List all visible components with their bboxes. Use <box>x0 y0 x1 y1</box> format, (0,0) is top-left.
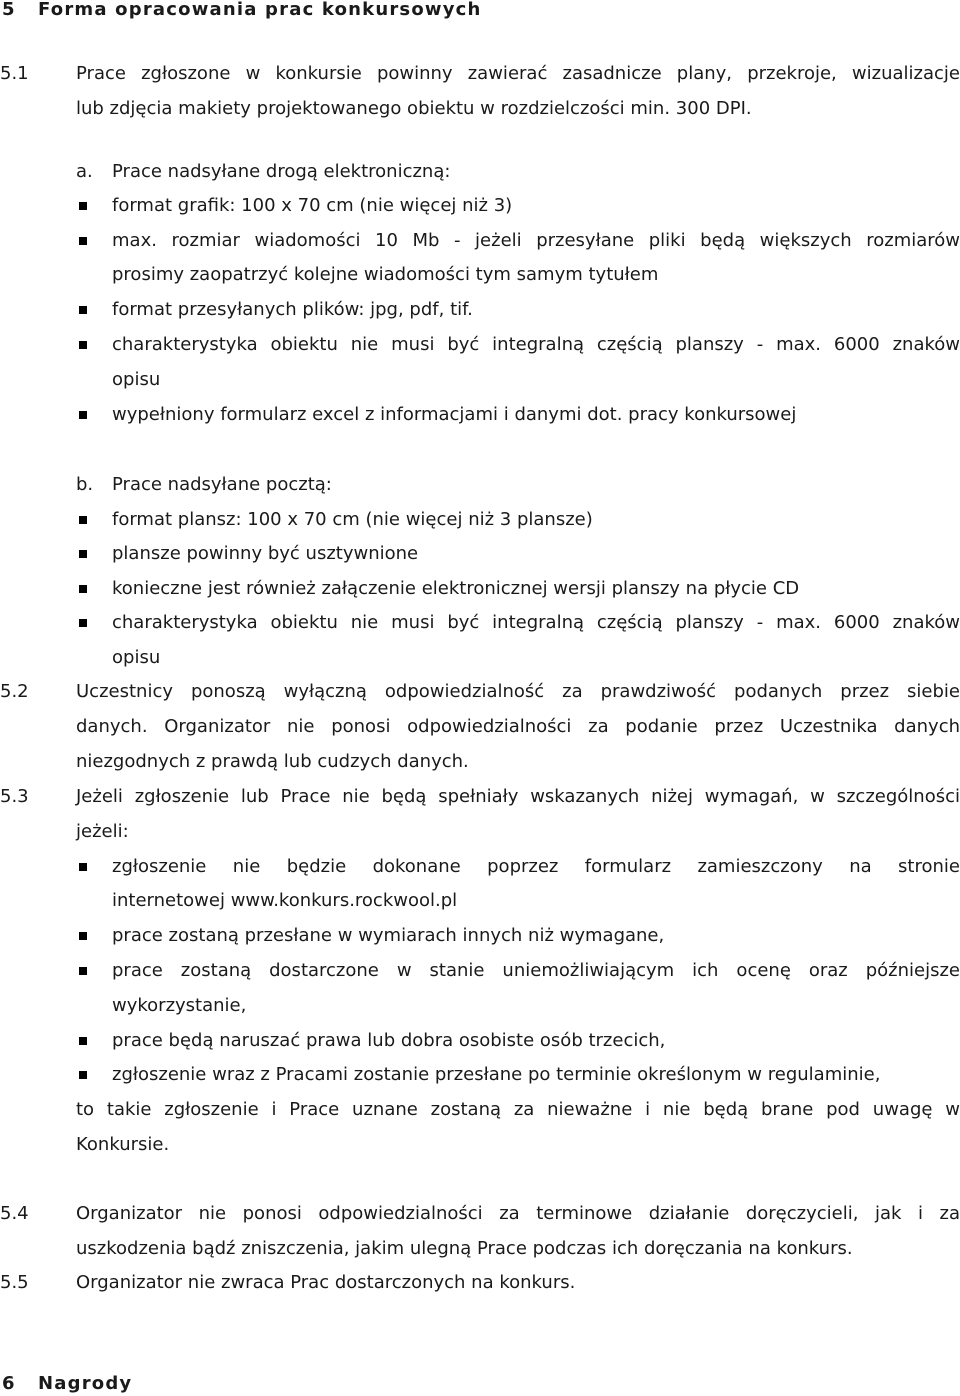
bullet-icon <box>79 202 87 210</box>
section-5-number: 5 <box>2 0 16 20</box>
s5-4-line-2: uszkodzenia bądź zniszczenia, jakim ulegną Prace podczas ich doręczania na konkurs. <box>76 1238 853 1259</box>
s5-1-line-1: Prace zgłoszone w konkursie powinny zawierać zasadnicze plany, przekroje, wizualizacje <box>76 63 960 84</box>
s5-5-number: 5.5 <box>0 1272 29 1293</box>
s5-2-number: 5.2 <box>0 681 29 702</box>
a-bullet-4-line-1: charakterystyka obiektu nie musi być integralną częścią planszy - max. 6000 znaków <box>112 334 960 355</box>
s5-1-number: 5.1 <box>0 63 29 84</box>
c-bullet-1-line-2: internetowej www.konkurs.rockwool.pl <box>112 890 458 911</box>
a-bullet-1: format grafik: 100 x 70 cm (nie więcej niż 3) <box>112 195 513 216</box>
s5-1-a-label: a. <box>76 161 93 182</box>
section-5-title: Forma opracowania prac konkursowych <box>38 0 482 20</box>
a-bullet-3: format przesyłanych plików: jpg, pdf, tif. <box>112 299 473 320</box>
b-bullet-3: konieczne jest również załączenie elektronicznej wersji planszy na płycie CD <box>112 578 800 599</box>
bullet-icon <box>79 1037 87 1045</box>
bullet-icon <box>79 585 87 593</box>
bullet-icon <box>79 306 87 314</box>
s5-3-line-2: jeżeli: <box>76 821 129 842</box>
s5-2-line-3: niezgodnych z prawdą lub cudzych danych. <box>76 751 469 772</box>
bullet-icon <box>79 237 87 245</box>
c-bullet-3-line-2: wykorzystanie, <box>112 995 247 1016</box>
section-6-title: Nagrody <box>38 1373 133 1394</box>
s5-5-line-1: Organizator nie zwraca Prac dostarczonych na konkurs. <box>76 1272 576 1293</box>
c-bullet-3-line-1: prace zostaną dostarczone w stanie uniemożliwiającym ich ocenę oraz późniejsze <box>112 960 960 981</box>
bullet-icon <box>79 411 87 419</box>
s5-1-line-2: lub zdjęcia makiety projektowanego obiektu w rozdzielczości min. 300 DPI. <box>76 98 752 119</box>
a-bullet-4-line-2: opisu <box>112 369 161 390</box>
bullet-icon <box>79 967 87 975</box>
bullet-icon <box>79 932 87 940</box>
s5-3-closing-2: Konkursie. <box>76 1134 170 1155</box>
c-bullet-5: zgłoszenie wraz z Pracami zostanie przesłane po terminie określonym w regulaminie, <box>112 1064 881 1085</box>
s5-1-b-title: Prace nadsyłane pocztą: <box>112 474 332 495</box>
a-bullet-5: wypełniony formularz excel z informacjami i danymi dot. pracy konkursowej <box>112 404 797 425</box>
bullet-icon <box>79 619 87 627</box>
c-bullet-4: prace będą naruszać prawa lub dobra osobiste osób trzecich, <box>112 1030 666 1051</box>
a-bullet-2-line-1: max. rozmiar wiadomości 10 Mb - jeżeli przesyłane pliki będą większych rozmiarów <box>112 230 960 251</box>
b-bullet-4-line-1: charakterystyka obiektu nie musi być integralną częścią planszy - max. 6000 znaków <box>112 612 960 633</box>
c-bullet-2: prace zostaną przesłane w wymiarach innych niż wymagane, <box>112 925 665 946</box>
section-6-number: 6 <box>2 1373 16 1394</box>
s5-2-line-1: Uczestnicy ponoszą wyłączną odpowiedzialność za prawdziwość podanych przez siebie <box>76 681 960 702</box>
s5-4-number: 5.4 <box>0 1203 29 1224</box>
bullet-icon <box>79 516 87 524</box>
bullet-icon <box>79 341 87 349</box>
s5-1-a-title: Prace nadsyłane drogą elektroniczną: <box>112 161 451 182</box>
s5-4-line-1: Organizator nie ponosi odpowiedzialności za terminowe działanie doręczycieli, jak i za <box>76 1203 960 1224</box>
bullet-icon <box>79 550 87 558</box>
bullet-icon <box>79 863 87 871</box>
b-bullet-4-line-2: opisu <box>112 647 161 668</box>
bullet-icon <box>79 1071 87 1079</box>
s5-2-line-2: danych. Organizator nie ponosi odpowiedzialności za podanie przez Uczestnika danych <box>76 716 960 737</box>
s5-3-number: 5.3 <box>0 786 29 807</box>
s5-3-closing-1: to takie zgłoszenie i Prace uznane zostaną za nieważne i nie będą brane pod uwagę w <box>76 1099 960 1120</box>
a-bullet-2-line-2: prosimy zaopatrzyć kolejne wiadomości tym samym tytułem <box>112 264 659 285</box>
s5-3-line-1: Jeżeli zgłoszenie lub Prace nie będą spełniały wskazanych niżej wymagań, w szczególności <box>76 786 960 807</box>
b-bullet-1: format plansz: 100 x 70 cm (nie więcej niż 3 plansze) <box>112 509 593 530</box>
s5-1-b-label: b. <box>76 474 94 495</box>
c-bullet-1-line-1: zgłoszenie nie będzie dokonane poprzez formularz zamieszczony na stronie <box>112 856 960 877</box>
b-bullet-2: plansze powinny być usztywnione <box>112 543 419 564</box>
